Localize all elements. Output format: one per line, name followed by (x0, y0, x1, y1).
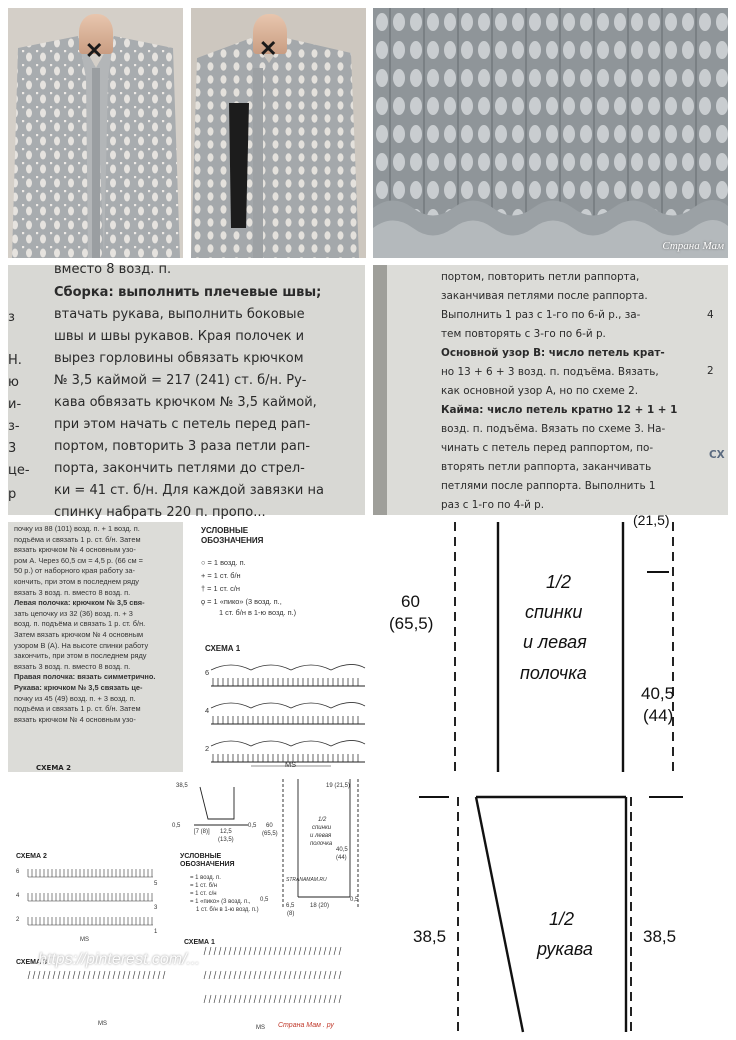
stitch-mark (274, 995, 276, 1003)
legend-chain (201, 558, 246, 569)
text-line: почку из 88 (101) возд. п. + 1 возд. п. (14, 524, 140, 533)
text-line: раз с 1-го по 4-й р. (441, 499, 545, 511)
size-label: 0,5 (172, 823, 181, 829)
legend-title: УСЛОВНЫЕ (180, 853, 222, 860)
stitch-mark (143, 971, 145, 979)
scan-assembly-text (8, 262, 365, 520)
size-label: 38,5 (176, 783, 188, 789)
size-label: и левая (310, 833, 332, 839)
size-label: полочка (310, 841, 333, 847)
stitch-mark (259, 947, 261, 955)
stitch-mark (309, 971, 311, 979)
stitch-mark (229, 947, 231, 955)
stitch-mark (294, 971, 296, 979)
stitch-mark (239, 947, 241, 955)
size-label: 0,5 (350, 897, 359, 903)
row-number: 4 (205, 706, 210, 715)
stitch-mark (83, 971, 85, 979)
text-line: Затем вязать крючком № 4 основным (14, 629, 144, 639)
scheme-1-chart (191, 660, 365, 770)
photo-watermark: Страна Мам (662, 240, 724, 252)
stitch-mark (304, 971, 306, 979)
edge-fragment: це- (8, 463, 30, 478)
row-number: 5 (154, 881, 158, 887)
stitch-mark (68, 971, 70, 979)
scheme-1-label: СХЕМА 1 (184, 939, 215, 946)
text-line: кончить, при этом в последнем ряду (14, 576, 140, 586)
edge-fragment: ю (8, 375, 19, 390)
instructions-column (8, 522, 183, 772)
stitch-mark (234, 995, 236, 1003)
row-number: 6 (16, 869, 20, 875)
measure-height: 60 (401, 592, 420, 611)
stitch-mark (148, 971, 150, 979)
text-line: вязать 3 возд. п. вместо 8 возд. п. (14, 587, 131, 597)
size-label: (8) (287, 911, 295, 917)
stitch-mark (254, 995, 256, 1003)
stitch-mark (279, 947, 281, 955)
stitch-mark (224, 995, 226, 1003)
stitch-mark (209, 995, 211, 1003)
legend-title: ОБОЗНАЧЕНИЯ (201, 536, 264, 545)
stitch-mark (299, 947, 301, 955)
size-label: (44) (336, 855, 347, 861)
pinterest-watermark: https://pinterest.com/... (38, 951, 200, 968)
text-line: кава обвязать крючком № 3,5 каймой, (54, 395, 317, 410)
edge-fragment: з (8, 310, 15, 325)
stitch-mark (334, 947, 336, 955)
lace-texture (373, 8, 728, 258)
legend-sc (201, 571, 241, 582)
picot-symbol: ϙ (201, 597, 208, 606)
stitch-mark (63, 971, 65, 979)
text-line: вместо 8 возд. п. (54, 262, 172, 277)
stitch-mark (118, 971, 120, 979)
measure-sleeve-left: 38,5 (413, 927, 447, 946)
legend-item: = 1 «пико» (3 возд. п., (190, 899, 251, 905)
stitch-mark (239, 971, 241, 979)
text-line: при этом начать с петель перед рап- (54, 417, 311, 432)
stitch-mark (314, 947, 316, 955)
size-label: спинки (312, 825, 332, 831)
piece-label: 1/2 (549, 909, 575, 929)
stitch-mark (88, 971, 90, 979)
stitch-mark (329, 995, 331, 1003)
edge-fragment: з- (8, 419, 20, 434)
dc-symbol: † (201, 584, 208, 593)
stitch-mark (254, 971, 256, 979)
stitch-mark (239, 995, 241, 1003)
piece-label: 1/2 (546, 572, 572, 592)
stitch-mark (284, 947, 286, 955)
top-right-fragment: (21,5) (633, 512, 670, 528)
stitch-mark (204, 947, 206, 955)
edge-fragment: и- (8, 397, 22, 412)
stitch-mark (324, 971, 326, 979)
edge-fragment: СХ (709, 449, 725, 461)
size-label: 12,5 (220, 829, 232, 835)
stitch-mark (108, 971, 110, 979)
text-line: закончить, при этом в последнем ряду (14, 651, 147, 661)
measure-armhole-alt: (44) (643, 706, 674, 725)
edge-fragment: Н. (8, 353, 22, 368)
legend-item: = 1 «пико» (3 возд. п., (207, 597, 282, 606)
text-line: порта, закончить петлями до стрел- (54, 461, 305, 476)
back-schematic (373, 512, 728, 772)
stitch-mark (33, 971, 35, 979)
ms-label: MS (285, 760, 297, 769)
stitch-mark (214, 995, 216, 1003)
text-line: узором В (А). На высоте спинки работу (14, 640, 149, 650)
scheme-2-label: СХЕМА 2 (16, 853, 47, 860)
scheme-2-label: СХЕМА 2 (36, 764, 72, 772)
text-line: чинать с петель перед раппортом, по- (441, 442, 654, 454)
size-label: 40,5 (336, 847, 348, 853)
stitch-mark (309, 995, 311, 1003)
text-line: портом, повторить 3 раза петли рап- (54, 439, 311, 454)
size-label: 60 (266, 823, 273, 829)
text-line: зать цепочку из 32 (36) возд. п. + 3 (14, 608, 133, 618)
stitch-mark (58, 971, 60, 979)
scheme-3-label: СХЕМА 3 (16, 959, 47, 966)
ms-label: MS (80, 937, 89, 943)
text-line: заканчивая петлями после раппорта. (441, 290, 648, 302)
size-label: [7 (8)] (194, 829, 210, 835)
row-number: 2 (16, 917, 20, 923)
text-line: вязать крючком № 4 основным узо- (14, 545, 136, 555)
stitch-mark (304, 947, 306, 955)
stitch-mark (209, 947, 211, 955)
legend-picot (201, 597, 282, 608)
stitch-mark (269, 995, 271, 1003)
stitch-mark (234, 947, 236, 955)
stitch-mark (48, 971, 50, 979)
text-line: вязать 3 возд. п. вместо 8 возд. п. (14, 661, 131, 671)
measure-sleeve-right: 38,5 (643, 927, 677, 946)
stitch-mark (269, 971, 271, 979)
sleeve-outline (373, 779, 728, 1032)
legend-dc (201, 584, 240, 595)
ms-label: MS (256, 1025, 265, 1031)
sleeve-slanted-edge (476, 797, 523, 1032)
legend-item: 1 ст. б/н в 1-ю возд. п.) (219, 608, 297, 617)
ms-label: MS (98, 1021, 107, 1027)
legend-item: = 1 ст. с/н (190, 891, 217, 897)
watermark: Страна Мам . ру (278, 1022, 334, 1029)
row-number: 3 (154, 905, 158, 911)
stitch-mark (299, 971, 301, 979)
stitch-mark (224, 971, 226, 979)
stitch-mark (329, 971, 331, 979)
stitch-mark (128, 971, 130, 979)
stitch-mark (153, 971, 155, 979)
piece-label: полочка (520, 663, 587, 683)
size-label: 18 (20) (310, 903, 330, 909)
stitch-mark (299, 995, 301, 1003)
stitch-mark (334, 995, 336, 1003)
text-line-heading: Сборка: выполнить плечевые швы; (54, 285, 322, 300)
text-line: Выполнить 1 раз с 1-го по 6-й р., за- (441, 309, 641, 321)
stitch-mark (244, 995, 246, 1003)
stitch-mark (73, 971, 75, 979)
stitch-mark (279, 995, 281, 1003)
text-line: портом, повторить петли раппорта, (441, 271, 640, 283)
stitch-mark (38, 971, 40, 979)
size-label: 1/2 (318, 817, 327, 823)
combined-pattern-page (8, 779, 365, 1032)
stitch-mark (133, 971, 135, 979)
text-line-heading: Кайма: число петель кратно 12 + 1 + 1 (441, 404, 678, 416)
legend-item: = 1 ст. с/н (207, 584, 240, 593)
row-number: 6 (205, 668, 210, 677)
text-line: вязать крючком № 4 основным узо- (14, 714, 136, 724)
stitch-mark (329, 947, 331, 955)
measure-height-alt: (65,5) (389, 614, 434, 633)
stitch-mark (28, 971, 30, 979)
stitch-mark (319, 947, 321, 955)
text-line: 50 р.) от наборного края работу за- (14, 566, 135, 576)
sc-symbol: + (201, 571, 208, 580)
legend-item: = 1 ст. б/н (190, 883, 218, 889)
stitch-mark (229, 995, 231, 1003)
piece-label: спинки (525, 602, 583, 622)
legend-item: 1 ст. б/н в 1-ю возд. п.) (196, 907, 259, 913)
instructions-and-scheme1 (8, 522, 365, 772)
piece-label: рукава (537, 939, 593, 959)
site-label: STRANAMAM.RU (286, 877, 327, 883)
stitch-mark (264, 947, 266, 955)
edge-fragment: р (8, 487, 17, 502)
stitch-mark (314, 995, 316, 1003)
stitch-mark (319, 971, 321, 979)
text-line: возд. п. подъёма. Вязать по схеме 3. На- (441, 423, 666, 435)
size-label: (65,5) (262, 831, 278, 837)
text-line: ки = 41 ст. б/н. Для каждой завязки на (54, 483, 324, 498)
sleeve-schematic (373, 779, 728, 1032)
chain-symbol: ○ (201, 558, 208, 567)
stitch-mark (204, 971, 206, 979)
stitch-mark (249, 947, 251, 955)
text-line: вырез горловины обвязать крючком (54, 351, 304, 366)
size-label: 0,5 (248, 823, 257, 829)
text-line: подъёма и связать 1 р. ст. б/н. Затем (14, 704, 141, 714)
stitch-mark (229, 971, 231, 979)
size-label: 6,5 (286, 903, 295, 909)
stitch-mark (309, 947, 311, 955)
text-line: как основной узор А, но по схеме 2. (441, 385, 639, 397)
legend-item: = 1 ст. б/н (207, 571, 241, 580)
text-line: Правая полочка: вязать симметрично. (14, 672, 156, 682)
photo-lace-closeup (373, 8, 728, 258)
text-line: спинку набрать 220 п. пропо... (54, 505, 266, 520)
edge-fragment: 2 (707, 365, 714, 377)
size-label: 0,5 (260, 897, 269, 903)
stitch-mark (163, 971, 165, 979)
photo-cardigan-front (8, 8, 183, 258)
stitch-mark (274, 971, 276, 979)
stitch-mark (284, 995, 286, 1003)
stitch-mark (219, 971, 221, 979)
stitch-mark (249, 995, 251, 1003)
stitch-mark (259, 995, 261, 1003)
stitch-mark (284, 971, 286, 979)
stitch-mark (43, 971, 45, 979)
size-label: (13,5) (218, 837, 234, 843)
text-line: почку из 45 (49) возд. п. + 3 возд. п. (14, 693, 136, 703)
text-line: ром А. Через 60,5 см = 4,5 р. (66 см = (14, 555, 143, 565)
ribbon-tie: ✕ (259, 36, 278, 61)
text-line: возд. п. подъёма и связать 1 р. ст. б/н. (14, 619, 146, 629)
legend-block (191, 522, 365, 772)
stitch-mark (254, 947, 256, 955)
stitch-mark (304, 995, 306, 1003)
stitch-mark (93, 971, 95, 979)
stitch-mark (123, 971, 125, 979)
stitch-mark (244, 947, 246, 955)
text-line: вторять петли раппорта, заканчивать (441, 461, 652, 473)
text-line: петлями после раппорта. Выполнить 1 (441, 480, 656, 492)
stitch-mark (98, 971, 100, 979)
page-gutter (373, 265, 387, 515)
stitch-mark (339, 947, 341, 955)
text-line-heading: Основной узор В: число петель крат- (441, 347, 665, 359)
stitch-mark (319, 995, 321, 1003)
stitch-mark (219, 947, 221, 955)
stitch-mark (339, 971, 341, 979)
text-line: но 13 + 6 + 3 возд. п. подъёма. Вязать, (441, 366, 659, 378)
stitch-mark (289, 995, 291, 1003)
legend-title: ОБОЗНАЧЕНИЯ (180, 861, 235, 868)
text-line: швы и швы рукавов. Края полочек и (54, 329, 305, 344)
stitch-mark (103, 971, 105, 979)
stitch-mark (289, 971, 291, 979)
stitch-mark (244, 971, 246, 979)
photo-cardigan-side (191, 8, 366, 258)
stitch-mark (289, 947, 291, 955)
row-number: 1 (154, 929, 158, 935)
stitch-mark (214, 947, 216, 955)
stitch-mark (234, 971, 236, 979)
stitch-mark (204, 995, 206, 1003)
scan-pattern-text (373, 265, 728, 515)
stitch-mark (53, 971, 55, 979)
stitch-mark (324, 995, 326, 1003)
stitch-mark (264, 995, 266, 1003)
ribbon-tie: ✕ (85, 38, 104, 63)
size-label: 19 (21,5) (326, 783, 351, 789)
stitch-mark (314, 971, 316, 979)
row-number: 4 (16, 893, 20, 899)
text-line: тем повторять с 3-го по 6-й р. (441, 328, 606, 340)
row-number: 2 (205, 744, 210, 753)
stitch-mark (324, 947, 326, 955)
legend-title: УСЛОВНЫЕ (201, 526, 249, 535)
stitch-mark (269, 947, 271, 955)
stitch-mark (224, 947, 226, 955)
edge-fragment: 4 (707, 309, 714, 321)
text-line: Рукава: крючком № 3,5 связать це- (14, 682, 143, 692)
stitch-mark (209, 971, 211, 979)
stitch-mark (259, 971, 261, 979)
text-line: подъёма и связать 1 р. ст. б/н. Затем (14, 534, 141, 544)
stitch-mark (249, 971, 251, 979)
stitch-mark (294, 947, 296, 955)
stitch-mark (158, 971, 160, 979)
stitch-mark (264, 971, 266, 979)
legend-item: = 1 возд. п. (207, 558, 246, 567)
stitch-mark (339, 995, 341, 1003)
text-line: № 3,5 каймой = 217 (241) ст. б/н. Ру- (54, 373, 307, 388)
stitch-mark (279, 971, 281, 979)
text-line: втачать рукава, выполнить боковые (54, 307, 305, 322)
scheme-1-label: СХЕМА 1 (205, 644, 241, 653)
stitch-mark (294, 995, 296, 1003)
text-line: Левая полочка: крючком № 3,5 свя- (14, 598, 145, 608)
stitch-mark (138, 971, 140, 979)
stitch-mark (334, 971, 336, 979)
stitch-mark (113, 971, 115, 979)
stitch-mark (219, 995, 221, 1003)
edge-fragment: 3 (8, 441, 17, 456)
piece-label: и левая (523, 632, 587, 652)
stitch-mark (214, 971, 216, 979)
legend-item: = 1 возд. п. (190, 875, 221, 881)
stitch-mark (274, 947, 276, 955)
measure-armhole: 40,5 (641, 684, 675, 703)
stitch-mark (78, 971, 80, 979)
